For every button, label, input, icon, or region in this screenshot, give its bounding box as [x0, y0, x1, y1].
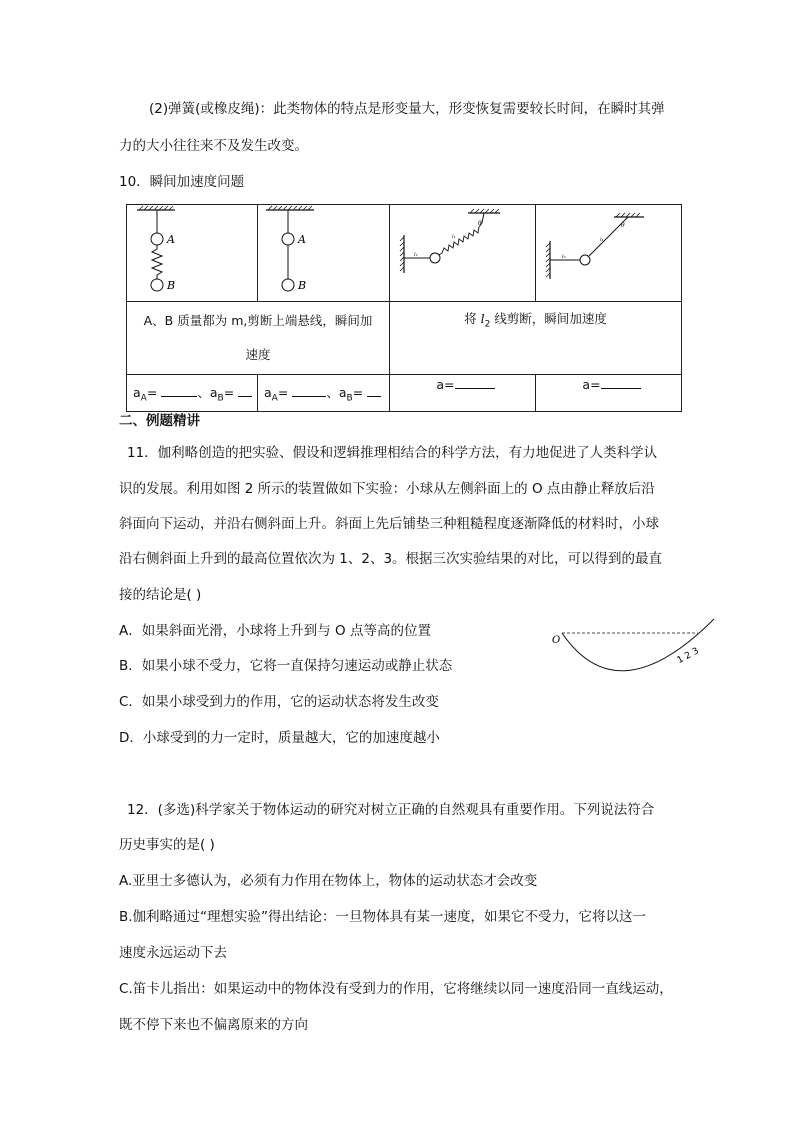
q11-line-3: 斜面向下运动，并沿右侧斜面上升。斜面上先后铺垫三种粗糙程度逐渐降低的材料时，小球 — [119, 516, 659, 532]
ball-a-label: A — [298, 233, 306, 246]
q11-line-2: 识的发展。利用如图 2 所示的装置做如下实验：小球从左侧斜面上的 O 点由静止释放后沿 — [119, 481, 655, 497]
fig-string-wall — [536, 205, 682, 302]
fig-string-hanging — [258, 205, 390, 302]
q10-desc-left — [127, 302, 390, 375]
q12-option-a[interactable]: A.亚里士多德认为，必须有力作用在物体上，物体的运动状态才会改变 — [119, 873, 538, 889]
ball-b-label: B — [167, 279, 176, 292]
q12-line-2: 历史事实的是( ) — [119, 837, 215, 853]
q12-option-b-1[interactable]: B.伽利略通过“理想实验”得出结论：一旦物体具有某一速度，如果它不受力，它将以这一 — [119, 909, 647, 925]
q10-answer-4[interactable] — [536, 375, 682, 412]
l2-label: l₂ — [414, 252, 418, 258]
section-title: 二、例题精讲 — [119, 413, 200, 429]
fig-spring-wall — [390, 205, 536, 302]
q12-option-c-1[interactable]: C.笛卡儿指出：如果运动中的物体没有受到力的作用，它将继续以同一速度沿同一直线运动， — [119, 981, 673, 997]
a-symbol: a — [209, 384, 218, 400]
q11-option-b[interactable]: B．如果小球不受力，它将一直保持匀速运动或静止状态 — [119, 658, 453, 674]
point-o-label: O — [552, 635, 561, 646]
q10-desc-right — [390, 302, 682, 375]
q10-answer-3[interactable] — [390, 375, 536, 412]
position-numbers: 1 2 3 — [675, 646, 701, 666]
q12-option-c-2: 既不停下来也不偏离原来的方向 — [119, 1017, 308, 1033]
sub-a: A — [140, 393, 147, 404]
eq: = — [277, 384, 289, 400]
q10-desc-left-2: 速度 — [245, 347, 271, 362]
sub-b: B — [346, 393, 353, 404]
sub-a: A — [271, 393, 278, 404]
q10-desc-left-1: A、B 质量都为 m,剪断上端悬线，瞬间加 — [143, 313, 373, 328]
eq: = — [223, 384, 235, 400]
sep: 、 — [326, 384, 339, 400]
ball-b-label: B — [298, 279, 307, 292]
intro-line-1: (2)弹簧(或橡皮绳)：此类物体的特点是形变量大，形变恢复需要较长时间，在瞬时其弹 — [149, 101, 665, 117]
q10-desc-right-var: l — [480, 311, 485, 326]
theta-label: θ — [478, 220, 482, 227]
q11-option-a[interactable]: A．如果斜面光滑，小球将上升到与 O 点等高的位置 — [119, 623, 431, 639]
q10-title: 10．瞬间加速度问题 — [119, 174, 245, 190]
q11-option-c[interactable]: C．如果小球受到力的作用，它的运动状态将发生改变 — [119, 694, 439, 710]
q10-desc-right-post: 线剪断，瞬间加速度 — [490, 311, 607, 326]
l2-label: l₂ — [562, 254, 566, 260]
answer-blank[interactable] — [455, 377, 495, 389]
q11-line-5: 接的结论是( ) — [119, 587, 202, 603]
l1-label: l₁ — [452, 234, 456, 240]
q10-answer-1[interactable] — [127, 375, 258, 412]
eq: = — [146, 384, 158, 400]
sep: 、 — [197, 384, 210, 400]
answer-blank[interactable] — [161, 385, 197, 397]
q12-option-b-2: 速度永远运动下去 — [119, 945, 227, 961]
a-symbol: a — [264, 384, 272, 400]
answer-blank[interactable] — [292, 385, 326, 397]
a-eq: a= — [582, 377, 601, 392]
l1-label: l₁ — [600, 237, 604, 243]
a-symbol: a — [133, 384, 141, 400]
q10-answer-2[interactable] — [258, 375, 390, 412]
a-eq: a= — [436, 377, 455, 392]
answer-blank[interactable] — [238, 385, 252, 397]
answer-blank[interactable] — [367, 385, 381, 397]
answer-blank[interactable] — [601, 377, 641, 389]
a-symbol: a — [338, 384, 347, 400]
intro-line-2: 力的大小往往来不及发生改变。 — [119, 138, 308, 154]
fig-spring-hanging — [127, 205, 258, 302]
q10-desc-right-sub: 2 — [484, 319, 491, 330]
eq: = — [352, 384, 364, 400]
figure-2-curve — [548, 615, 718, 685]
sub-b: B — [217, 393, 224, 404]
q10-table — [126, 204, 682, 412]
theta-label: θ — [621, 222, 625, 229]
q11-line-4: 沿右侧斜面上升到的最高位置依次为 1、2、3。根据三次实验结果的对比，可以得到的最直 — [119, 551, 663, 567]
q11-option-d[interactable]: D．小球受到的力一定时，质量越大，它的加速度越小 — [119, 730, 440, 746]
q12-line-1: 12．(多选)科学家关于物体运动的研究对树立正确的自然观具有重要作用。下列说法符合 — [127, 802, 655, 818]
q11-line-1: 11．伽利略创造的把实验、假设和逻辑推理相结合的科学方法，有力地促进了人类科学认 — [127, 445, 658, 461]
ball-a-label: A — [167, 233, 175, 246]
q10-desc-right-pre: 将 — [464, 311, 481, 326]
